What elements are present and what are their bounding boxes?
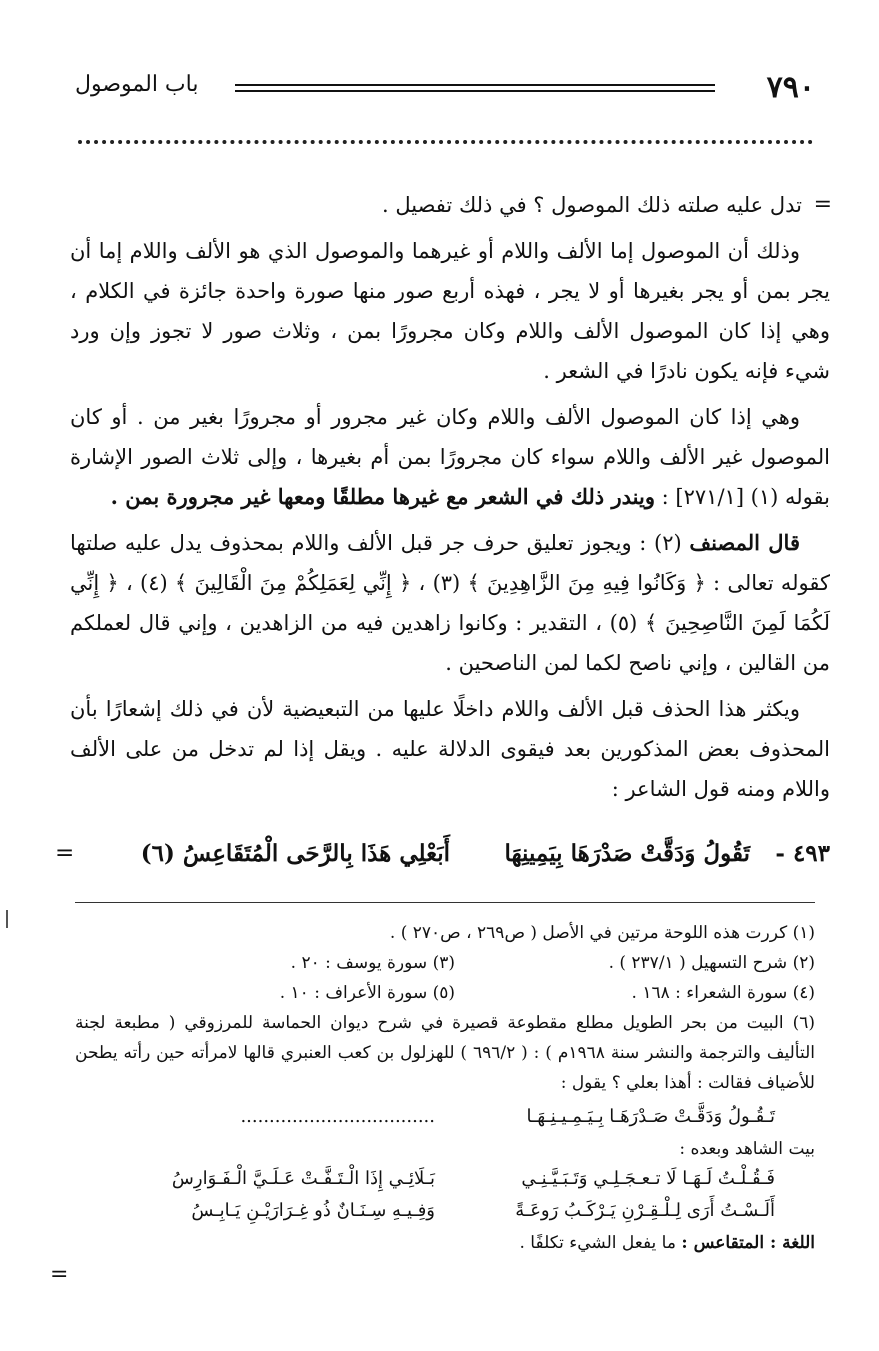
- continuation-mark: =: [813, 192, 832, 217]
- paragraph-5: ويكثر هذا الحذف قبل الألف واللام داخلًا عليها من التبعيضية لأن في ذلك إشعارًا بأن المحذوف بعض المذكورين بعد فيقوى الدلالة عليه . ويقل إذا لم تدخل من على الألف واللام ومنه قول الشاعر :: [70, 697, 830, 801]
- paragraph-2: وذلك أن الموصول إما الألف واللام أو غيرهما والموصول الذي هو الألف واللام إما أن يجر بمن أو يجر بغيرها أو لا يجر ، فهذه أربع صور منها صورة واحدة جائزة في الكلام ، وهي إذا كان الموصول الألف واللام وكان مجرورًا بمن ، وثلاث صور لا تجوز وإن ورد شيء فإنه يكون نادرًا في الشعر .: [70, 239, 830, 383]
- footnote-rule: [75, 902, 815, 903]
- paragraph-4: [70, 523, 830, 683]
- author-label: قال المصنف: [689, 530, 800, 555]
- poem-1-right: تَـقُـولُ وَدَقَّـتْ صَـدْرَهَـا بِـيَـمِـيـنِـهَـا: [526, 1106, 775, 1127]
- footnote-2: (٢) شرح التسهيل ( ٢٣٧/١ ) .: [608, 953, 815, 973]
- dotted-separator: [78, 140, 813, 144]
- footnotes: [75, 918, 815, 1258]
- margin-mark: [6, 910, 8, 928]
- footnote-6: (٦) البيت من بحر الطويل مطلع مقطوعة قصيرة في شرح ديوان الحماسة للمرزوقي ( مطبعة لجنة التأليف والترجمة والنشر سنة ١٩٦٨م ) : ( ٦٩٦/٢ ) للهزلول بن كعب العنبري قالها لامرأته حين رأته يطحن للأضياف فقالت : أهذا بعلي ؟ يقول :: [75, 1013, 816, 1093]
- page-number: ٧٩٠: [766, 70, 815, 105]
- paragraph-3-text: وهي إذا كان الموصول الألف واللام وكان غير مجرور أو مجرورًا بغير من . أو كان الموصول غير الألف واللام سواء كان مجرورًا بمن أم بغيرها ، وإلى ثلاث الصور الإشارة بقوله (١) [٢٧١/١] :: [70, 405, 830, 509]
- lexicon-line: [520, 1228, 816, 1258]
- footnote-1-text: (١) كررت هذه اللوحة مرتين في الأصل ( ص٢٦٩ ، ص٢٧٠ ) .: [389, 923, 815, 943]
- chapter-title: باب الموصول: [75, 72, 199, 97]
- verse-hemistich-1: تَقُولُ وَدَقَّتْ صَدْرَهَا بِيَمِينِهَا: [504, 840, 750, 867]
- header-rule: [235, 84, 715, 92]
- footnote-5: (٥) سورة الأعراف : ١٠ .: [279, 983, 455, 1003]
- footnote-1: [75, 918, 815, 948]
- poem-line-3: [75, 1196, 815, 1228]
- lexicon-definition: ما يفعل الشيء تكلفًا .: [519, 1233, 676, 1253]
- alfiyya-line: ويندر ذلك في الشعر مع غيرها مطلقًا ومعها غير مجرورة بمن .: [110, 484, 655, 509]
- poem-3-left: وَفِـيـهِ سِـنَـانٌ ذُو غِـرَارَيْـنِ يَـابِـسُ: [191, 1200, 435, 1221]
- main-text: [70, 185, 830, 815]
- paragraph-4-text: (٢) : ويجوز تعليق حرف جر قبل الألف واللام بمحذوف يدل عليه صلتها كقوله تعالى : ﴿ وَكَانُوا فِيهِ مِنَ الزَّاهِدِينَ ﴾ (٣) ، ﴿ إِنِّي لِعَمَلِكُمْ مِنَ الْقَالِينَ ﴾ (٤) ، ﴿ إِنِّي لَكُمَا لَمِنَ النَّاصِحِينَ ﴾ (٥) ، التقدير : وكانوا زاهدين فيه من الزاهدين ، وإني قال لعملكم من القالين ، وإني ناصح لكما لمن الناصحين .: [70, 531, 831, 675]
- poem-2-right: فَـقُـلْـتُ لَـهَـا لَا تـعـجَـلِـي وَتَـبَـيَّـنِـي: [521, 1168, 775, 1189]
- poem-1-left: ..................................: [240, 1106, 435, 1127]
- footnote-3: (٣) سورة يوسف : ٢٠ .: [290, 953, 455, 973]
- footnote-row-3: [75, 978, 815, 1008]
- footnote-4: (٤) سورة الشعراء : ١٦٨ .: [631, 983, 815, 1003]
- lexicon-note: [75, 1228, 815, 1258]
- verse-number: ٤٩٣ -: [775, 840, 830, 867]
- lexicon-label: اللغة : المتقاعس :: [681, 1233, 815, 1253]
- poem-line-1: [75, 1102, 815, 1134]
- page-header: [75, 70, 815, 110]
- bottom-continuation-mark: =: [50, 1262, 69, 1287]
- verse-hemistich-2: أَبَعْلِي هَذَا بِالرَّحَى الْمُتَقَاعِسُ (٦): [140, 840, 450, 867]
- verse-continuation-mark: =: [55, 840, 75, 866]
- paragraph-1: [70, 185, 830, 225]
- paragraph-3: [70, 397, 830, 517]
- witness-note: [75, 1134, 815, 1164]
- footnote-row-2: [75, 948, 815, 978]
- poem-3-right: أَلَـسْـتُ أَرَى لِـلْـقِـرْنِ يَـرْكَـبُ رَوعَـةً: [515, 1200, 775, 1221]
- poem-line-2: [75, 1164, 815, 1196]
- paragraph-1-text: تدل عليه صلته ذلك الموصول ؟ في ذلك تفصيل .: [382, 193, 802, 217]
- witness-text: بيت الشاهد وبعده :: [679, 1139, 815, 1159]
- poem-2-left: بَـلَائِـي إِذَا الْـتَـفَّـتْ عَـلَـيَّ الْـفَـوَارِسُ: [171, 1168, 435, 1189]
